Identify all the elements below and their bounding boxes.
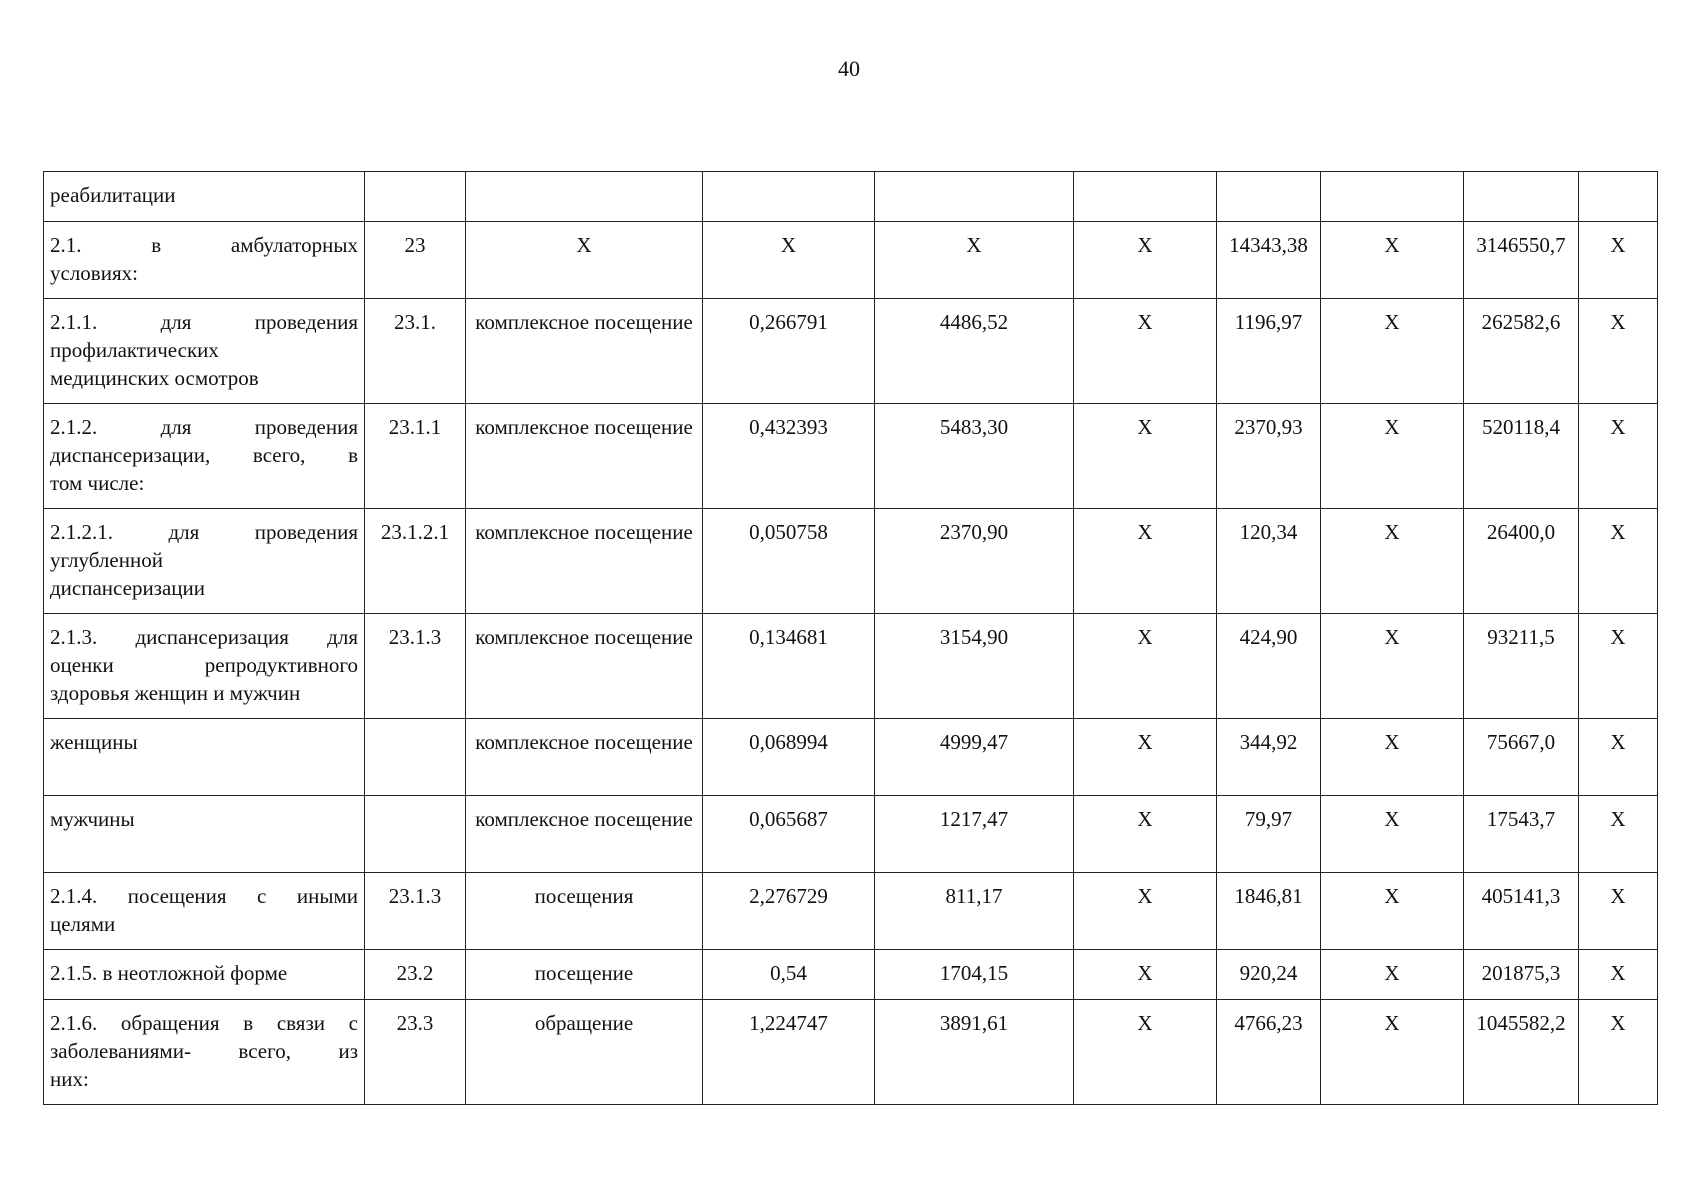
row-unit: посещение [466, 950, 703, 1000]
row-col9: 405141,3 [1464, 873, 1579, 950]
row-cost: 811,17 [875, 873, 1074, 950]
row-name-line: диспансеризации, всего, в [50, 443, 358, 467]
row-col6: Х [1074, 796, 1217, 873]
row-col8 [1321, 172, 1464, 222]
row-code [365, 172, 466, 222]
row-code: 23.1.2.1 [365, 509, 466, 614]
row-unit: комплексное посещение [466, 299, 703, 404]
row-col10: Х [1579, 719, 1658, 796]
row-code: 23.1.3 [365, 873, 466, 950]
row-code: 23.2 [365, 950, 466, 1000]
row-col8: Х [1321, 873, 1464, 950]
row-col6: Х [1074, 222, 1217, 299]
row-name-line: 2.1.1. для проведения [50, 310, 358, 334]
row-col7: 424,90 [1217, 614, 1321, 719]
row-cost: 2370,90 [875, 509, 1074, 614]
row-cost: 1217,47 [875, 796, 1074, 873]
row-col9: 201875,3 [1464, 950, 1579, 1000]
row-col6: Х [1074, 1000, 1217, 1105]
row-name [44, 222, 365, 299]
row-name-line: 2.1.5. в неотложной форме [50, 961, 288, 985]
row-name [44, 719, 365, 796]
row-col7: 920,24 [1217, 950, 1321, 1000]
row-name-line: диспансеризации [50, 576, 206, 600]
row-col10: Х [1579, 404, 1658, 509]
row-name-line: 2.1.2.1. для проведения [50, 520, 358, 544]
table-row [44, 796, 1658, 873]
row-name-line: углубленной [50, 548, 163, 572]
row-col8: Х [1321, 299, 1464, 404]
row-cost: 1704,15 [875, 950, 1074, 1000]
row-col7: 4766,23 [1217, 1000, 1321, 1105]
row-cost [875, 172, 1074, 222]
row-col8: Х [1321, 796, 1464, 873]
row-col8: Х [1321, 222, 1464, 299]
row-col10: Х [1579, 950, 1658, 1000]
row-cost: 5483,30 [875, 404, 1074, 509]
row-name-line: 2.1.3. диспансеризация для [50, 625, 358, 649]
table-row [44, 614, 1658, 719]
row-col7: 1196,97 [1217, 299, 1321, 404]
row-col7: 1846,81 [1217, 873, 1321, 950]
row-name [44, 172, 365, 222]
row-unit: комплексное посещение [466, 614, 703, 719]
row-volume: 0,068994 [703, 719, 875, 796]
row-name-line: реабилитации [50, 183, 176, 207]
table-row [44, 222, 1658, 299]
row-cost: Х [875, 222, 1074, 299]
row-col6 [1074, 172, 1217, 222]
row-col9: 1045582,2 [1464, 1000, 1579, 1105]
row-col7: 2370,93 [1217, 404, 1321, 509]
row-col6: Х [1074, 509, 1217, 614]
row-name-line: мужчины [50, 807, 135, 831]
row-col6: Х [1074, 404, 1217, 509]
row-col10 [1579, 172, 1658, 222]
row-volume: 1,224747 [703, 1000, 875, 1105]
row-name-line: 2.1.6. обращения в связи с [50, 1011, 358, 1035]
row-col9: 17543,7 [1464, 796, 1579, 873]
row-col8: Х [1321, 509, 1464, 614]
row-volume: 0,065687 [703, 796, 875, 873]
row-name [44, 950, 365, 1000]
row-col9: 93211,5 [1464, 614, 1579, 719]
row-volume: 0,54 [703, 950, 875, 1000]
row-name [44, 873, 365, 950]
row-name-line: них: [50, 1067, 89, 1091]
row-col6: Х [1074, 950, 1217, 1000]
table-row [44, 950, 1658, 1000]
row-col9: 3146550,7 [1464, 222, 1579, 299]
row-volume: 0,266791 [703, 299, 875, 404]
row-name [44, 614, 365, 719]
row-name-line: оценки репродуктивного [50, 653, 358, 677]
row-cost: 4999,47 [875, 719, 1074, 796]
row-col10: Х [1579, 509, 1658, 614]
row-code: 23.3 [365, 1000, 466, 1105]
row-code: 23.1. [365, 299, 466, 404]
row-col10: Х [1579, 796, 1658, 873]
row-name-line: условиях: [50, 261, 138, 285]
row-col9: 520118,4 [1464, 404, 1579, 509]
row-col7: 344,92 [1217, 719, 1321, 796]
row-col7: 79,97 [1217, 796, 1321, 873]
row-col7: 120,34 [1217, 509, 1321, 614]
row-code [365, 719, 466, 796]
row-volume: 0,134681 [703, 614, 875, 719]
row-name [44, 1000, 365, 1105]
row-unit: комплексное посещение [466, 404, 703, 509]
row-volume: Х [703, 222, 875, 299]
row-code [365, 796, 466, 873]
row-col10: Х [1579, 873, 1658, 950]
table-row [44, 172, 1658, 222]
row-col9: 75667,0 [1464, 719, 1579, 796]
table-row [44, 404, 1658, 509]
table-row [44, 873, 1658, 950]
row-cost: 4486,52 [875, 299, 1074, 404]
row-cost: 3891,61 [875, 1000, 1074, 1105]
row-col9: 26400,0 [1464, 509, 1579, 614]
row-col9 [1464, 172, 1579, 222]
row-unit [466, 172, 703, 222]
row-col10: Х [1579, 222, 1658, 299]
row-col6: Х [1074, 719, 1217, 796]
row-name-line: профилактических [50, 338, 219, 362]
row-volume [703, 172, 875, 222]
row-unit: посещения [466, 873, 703, 950]
row-name [44, 509, 365, 614]
row-col8: Х [1321, 719, 1464, 796]
row-col6: Х [1074, 614, 1217, 719]
row-volume: 2,276729 [703, 873, 875, 950]
row-col6: Х [1074, 873, 1217, 950]
row-name-line: 2.1.2. для проведения [50, 415, 358, 439]
page-number: 40 [838, 56, 860, 81]
row-col10: Х [1579, 614, 1658, 719]
row-code: 23 [365, 222, 466, 299]
row-name-line: медицинских осмотров [50, 366, 259, 390]
table-row [44, 719, 1658, 796]
row-code: 23.1.3 [365, 614, 466, 719]
row-name-line: 2.1. в амбулаторных [50, 233, 358, 257]
row-name-line: целями [50, 912, 116, 936]
row-name-line: здоровья женщин и мужчин [50, 681, 301, 705]
table-row [44, 299, 1658, 404]
row-col9: 262582,6 [1464, 299, 1579, 404]
data-table [43, 171, 1658, 1105]
row-volume: 0,432393 [703, 404, 875, 509]
table-row [44, 509, 1658, 614]
row-col7 [1217, 172, 1321, 222]
row-name-line: женщины [50, 730, 138, 754]
row-name-line: заболеваниями- всего, из [50, 1039, 358, 1063]
row-name [44, 796, 365, 873]
row-name-line: том числе: [50, 471, 145, 495]
row-code: 23.1.1 [365, 404, 466, 509]
row-name [44, 404, 365, 509]
row-cost: 3154,90 [875, 614, 1074, 719]
row-col6: Х [1074, 299, 1217, 404]
table-row [44, 1000, 1658, 1105]
row-unit: Х [466, 222, 703, 299]
row-name-line: 2.1.4. посещения с иными [50, 884, 358, 908]
row-col10: Х [1579, 1000, 1658, 1105]
row-unit: комплексное посещение [466, 509, 703, 614]
row-col7: 14343,38 [1217, 222, 1321, 299]
row-unit: обращение [466, 1000, 703, 1105]
row-name [44, 299, 365, 404]
row-col8: Х [1321, 614, 1464, 719]
row-unit: комплексное посещение [466, 796, 703, 873]
row-col10: Х [1579, 299, 1658, 404]
row-col8: Х [1321, 950, 1464, 1000]
row-col8: Х [1321, 404, 1464, 509]
row-col8: Х [1321, 1000, 1464, 1105]
row-volume: 0,050758 [703, 509, 875, 614]
row-unit: комплексное посещение [466, 719, 703, 796]
